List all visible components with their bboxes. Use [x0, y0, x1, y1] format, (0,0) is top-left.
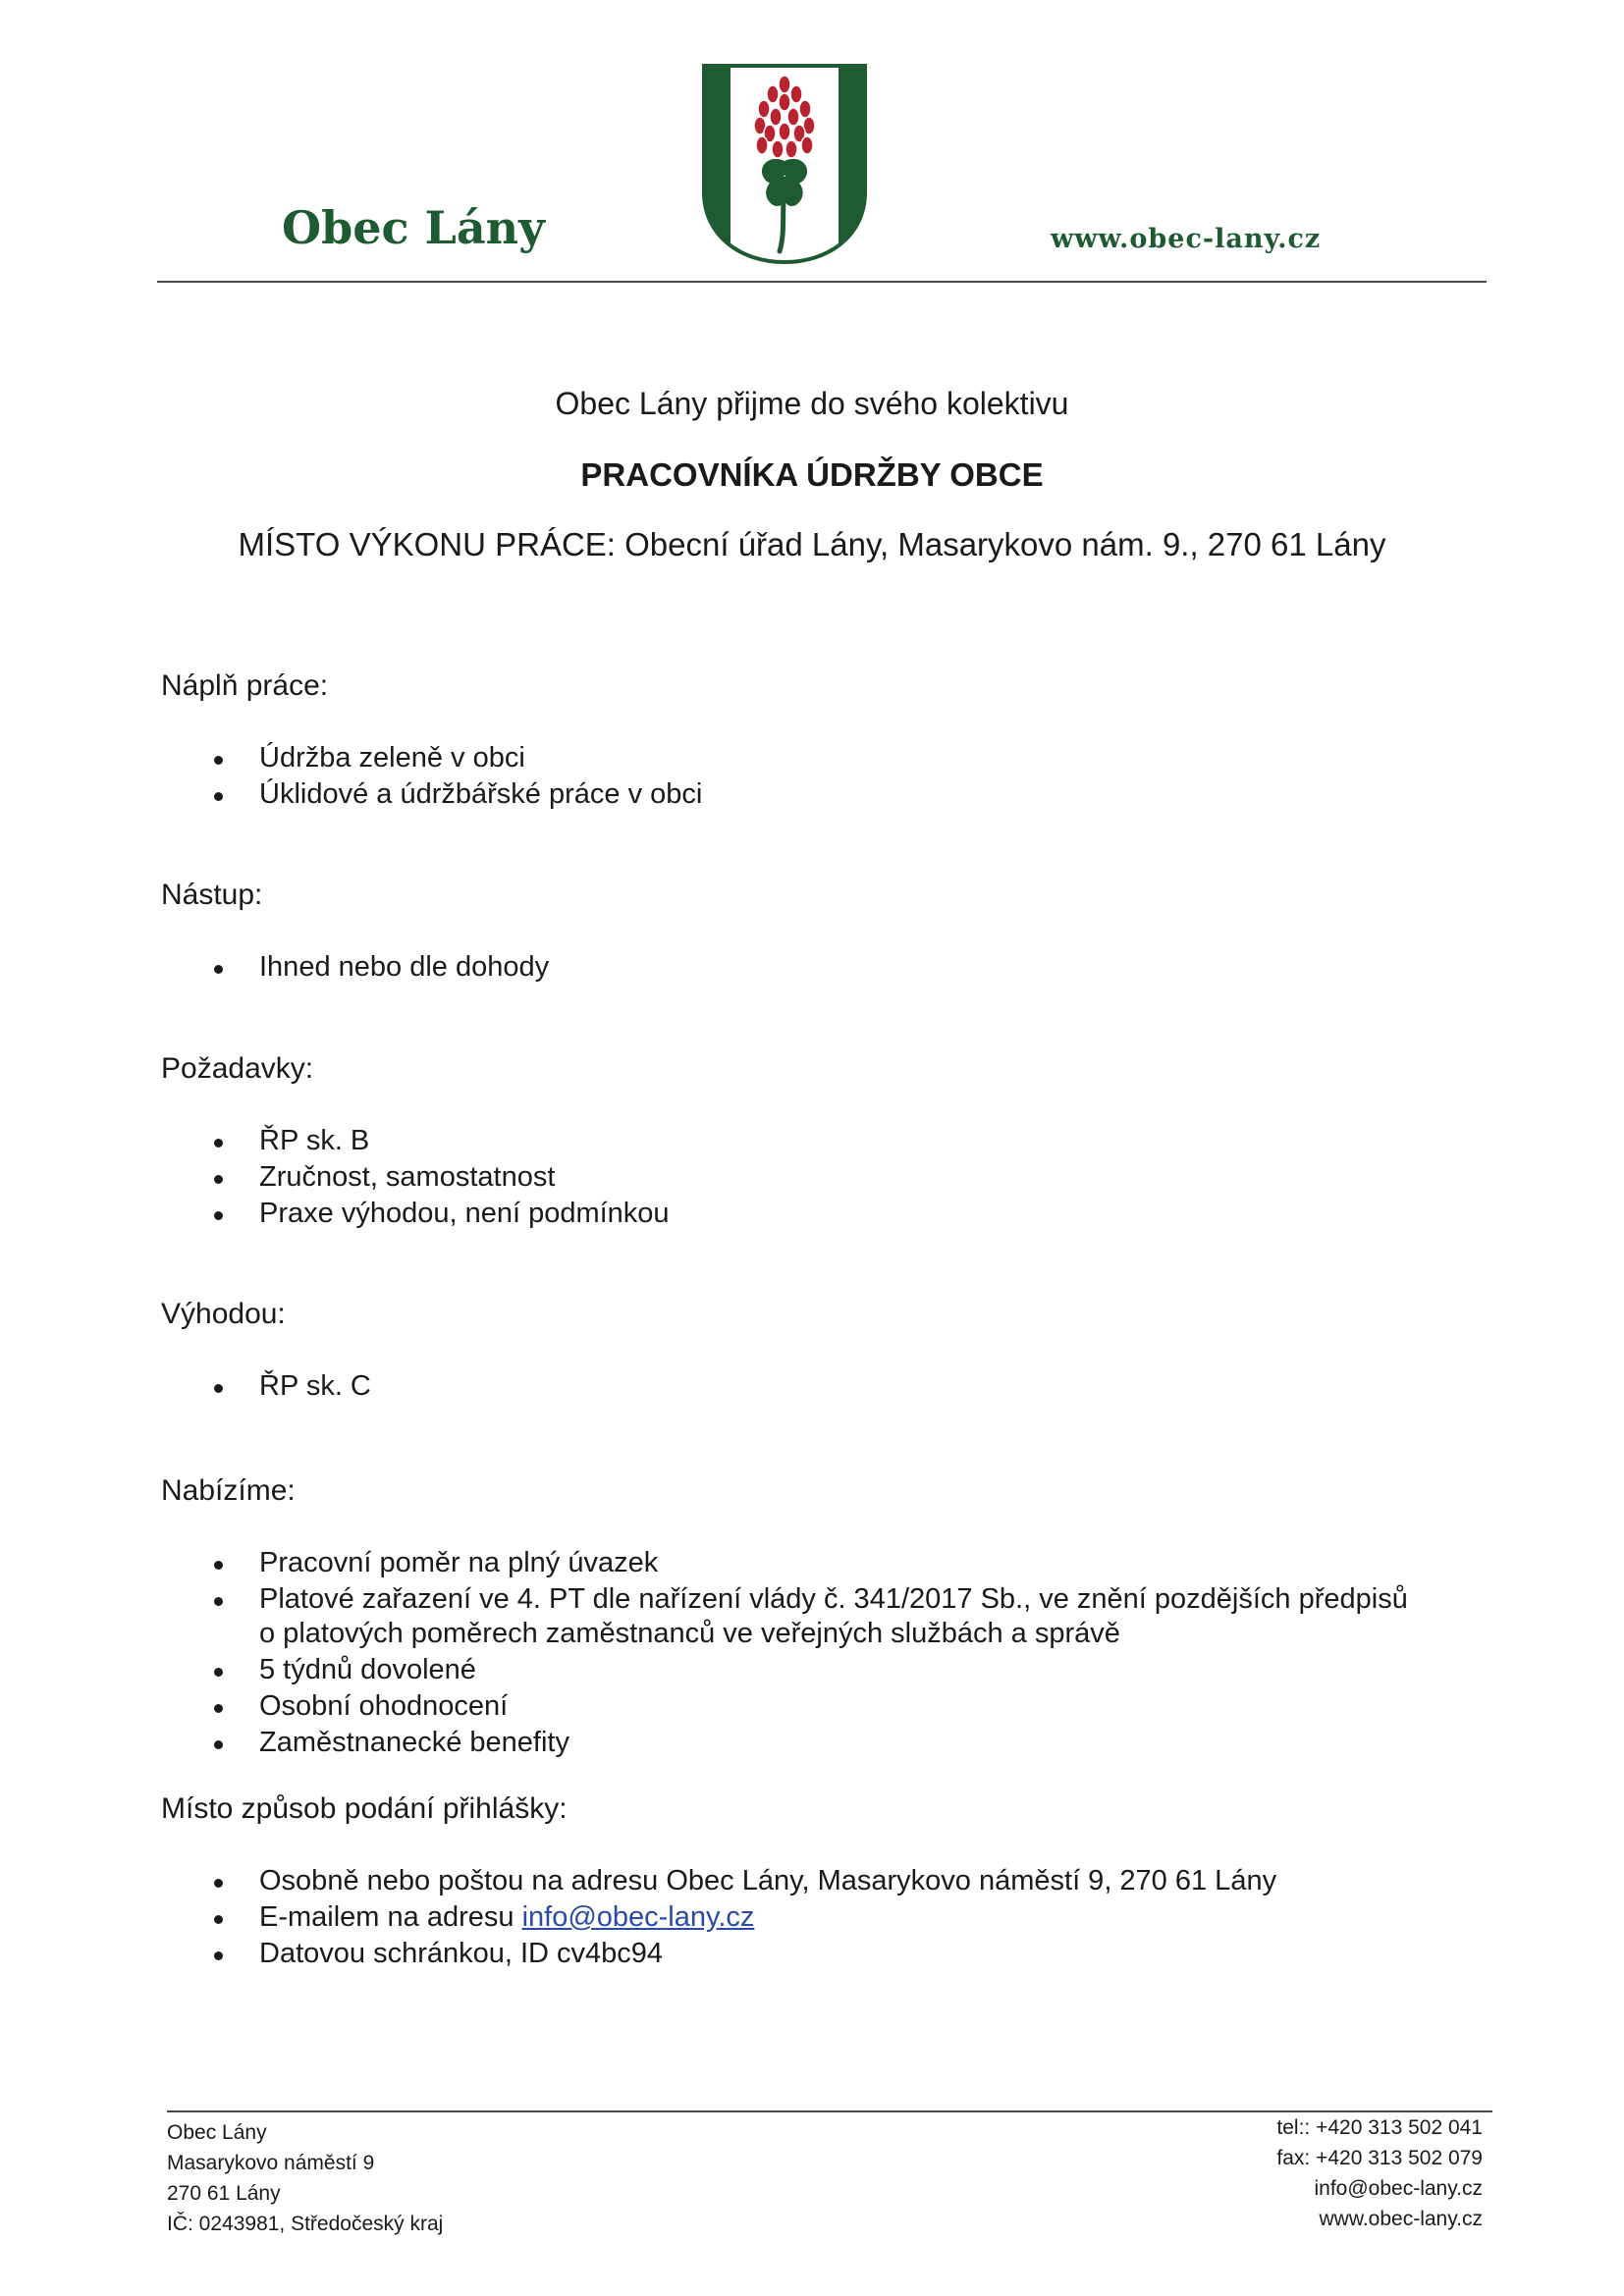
section-title: Požadavky: [161, 1052, 314, 1085]
section-offer [161, 1474, 1516, 1761]
list-item: Osobně nebo poštou na adresu Obec Lány, Masarykovo náměstí 9, 270 61 Lány [259, 1863, 1516, 1899]
list-item: Údržba zeleně v obci [259, 740, 1516, 776]
footer-line: IČ: 0243981, Středočeský kraj [167, 2213, 444, 2235]
coat-of-arms-clover-icon [701, 63, 868, 265]
bullet-list [161, 1368, 1516, 1405]
section-advantage [161, 1298, 1516, 1405]
list-item: Zaměstnanecké benefity [259, 1725, 1516, 1761]
footer-contacts [1276, 2112, 1483, 2234]
footer-line: Obec Lány [167, 2121, 267, 2144]
list-item: Zručnost, samostatnost [259, 1159, 1516, 1196]
list-item [259, 1899, 1516, 1936]
footer-line: 270 61 Lány [167, 2182, 281, 2205]
organization-name: Obec Lány [282, 201, 545, 254]
list-item: Osobní ohodnocení [259, 1688, 1516, 1725]
list-item-continuation: o platových poměrech zaměstnanců ve veřejných službách a správě [259, 1618, 1120, 1649]
section-title: Výhodou: [161, 1298, 286, 1330]
bullet-list [161, 740, 1516, 813]
footer-line: Masarykovo náměstí 9 [167, 2152, 375, 2174]
list-item: Praxe výhodou, není podmínkou [259, 1196, 1516, 1232]
list-item: Platové zařazení ve 4. PT dle nařízení vlády č. 341/2017 Sb., ve znění pozdějších předpisů [259, 1581, 1516, 1618]
bullet-list [161, 1863, 1516, 1972]
list-item: Úklidové a údržbářské práce v obci [259, 776, 1516, 813]
section-title: Místo způsob podání přihlášky: [161, 1792, 568, 1825]
footer-phone: tel:: +420 313 502 041 [1276, 2116, 1483, 2139]
list-item: ŘP sk. B [259, 1123, 1516, 1159]
section-application [161, 1792, 1516, 1972]
section-duties [161, 669, 1516, 813]
footer-website: www.obec-lany.cz [1319, 2208, 1483, 2230]
section-start [161, 879, 1516, 986]
header-website: www.obec-lany.cz [1051, 224, 1322, 254]
header-divider [157, 281, 1487, 283]
section-title: Nabízíme: [161, 1474, 296, 1507]
email-link[interactable]: info@obec-lany.cz [521, 1901, 755, 1933]
section-title: Nástup: [161, 879, 263, 911]
intro-line: Obec Lány přijme do svého kolektivu [555, 386, 1069, 421]
list-item: ŘP sk. C [259, 1368, 1516, 1405]
position-title: PRACOVNÍKA ÚDRŽBY OBCE [580, 456, 1044, 493]
list-item: 5 týdnů dovolené [259, 1652, 1516, 1688]
list-item: Datovou schránkou, ID cv4bc94 [259, 1936, 1516, 1972]
email-label: E-mailem na adresu [259, 1901, 522, 1933]
list-item: Pracovní poměr na plný úvazek [259, 1545, 1516, 1581]
bullet-list [161, 1123, 1516, 1232]
bullet-list [161, 949, 1516, 986]
workplace-line: MÍSTO VÝKONU PRÁCE: Obecní úřad Lány, Masarykovo nám. 9., 270 61 Lány [238, 526, 1386, 562]
bullet-list [161, 1545, 1516, 1761]
list-item: Ihned nebo dle dohody [259, 949, 1516, 986]
section-title: Náplň práce: [161, 669, 329, 702]
footer-fax: fax: +420 313 502 079 [1276, 2147, 1483, 2169]
section-requirements [161, 1052, 1516, 1232]
footer-email: info@obec-lany.cz [1314, 2177, 1483, 2200]
footer-address [167, 2117, 443, 2239]
